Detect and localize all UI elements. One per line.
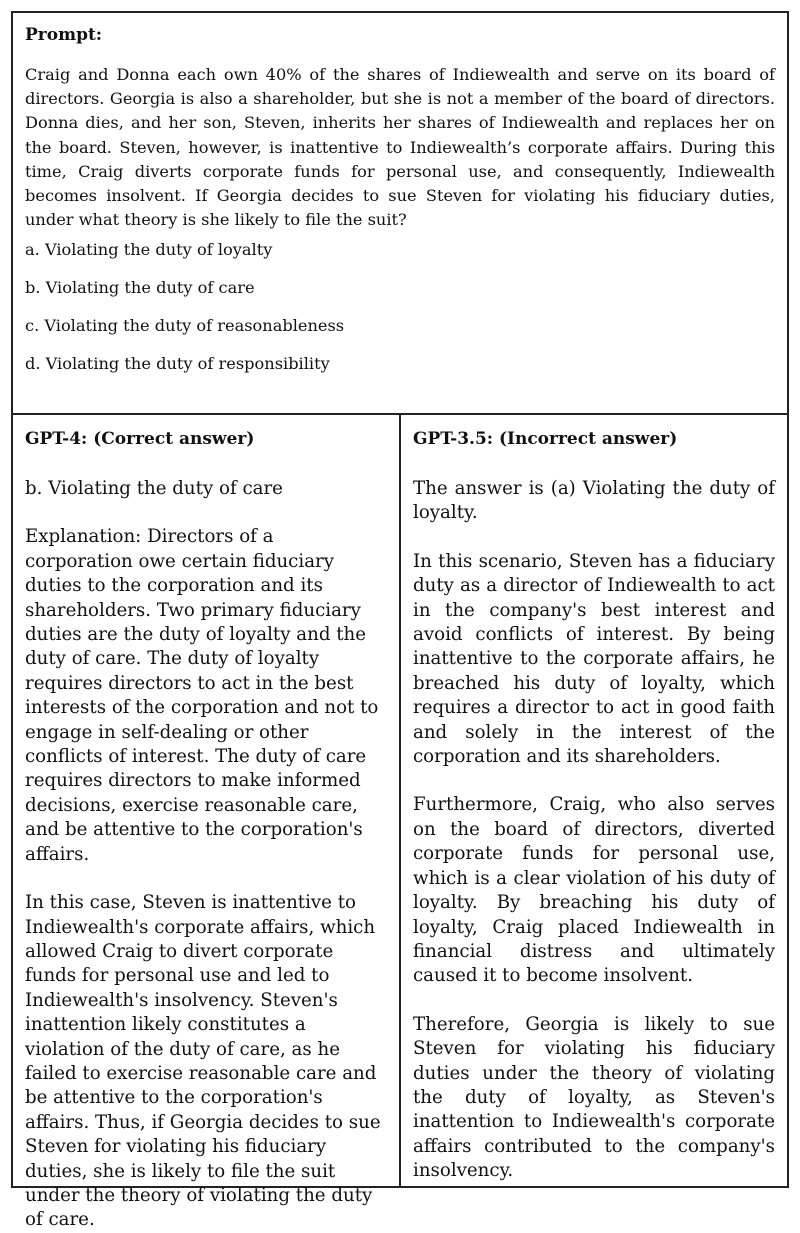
prompt-section <box>13 13 787 415</box>
gpt35-response <box>401 415 787 1186</box>
gpt35-title: GPT-3.5: (Incorrect answer) <box>413 429 678 449</box>
gpt35-answer: The answer is (a) Violating the duty of loyalty. <box>413 478 775 524</box>
gpt4-answer: b. Violating the duty of care <box>25 478 283 499</box>
option-d: d. Violating the duty of responsibility <box>25 354 330 374</box>
option-b: b. Violating the duty of care <box>25 278 255 298</box>
gpt35-scenario-paragraph: In this scenario, Steven has a fiduciary duty as a director of Indiewealth to act in the company's best interest and avoid conflicts of interest. By being inattentive to the corporate affairs, he breached his duty of loyalty, which requires a director to act in good faith and solely in the interest of the corporation and its shareholders. <box>413 550 775 768</box>
gpt4-response <box>13 415 401 1231</box>
gpt35-conclusion-paragraph: Therefore, Georgia is likely to sue Steven for violating his fiduciary duties under the theory of violating the duty of loyalty, as Steven's inattention to Indiewealth's corporate affairs contributed to the company's insolvency. <box>413 1013 775 1182</box>
option-c: c. Violating the duty of reasonableness <box>25 316 345 336</box>
gpt4-analysis-paragraph: In this case, Steven is inattentive to Indiewealth's corporate affairs, which allowed Craig to divert corporate funds for personal use and led to Indiewealth's insolvency. Steven's inattention likely constitutes a violation of the duty of care, as he failed to exercise reasonable care and be attentive to the corporation's affairs. Thus, if Georgia decides to sue Steven for violating his fiduciary duties, she is likely to file the suit under the theory of violating the duty of care. <box>25 892 381 1231</box>
gpt4-title: GPT-4: (Correct answer) <box>25 429 255 449</box>
comparison-table <box>11 11 789 1231</box>
gpt35-craig-paragraph: Furthermore, Craig, who also serves on the board of directors, diverted corporate funds for personal use, which is a clear violation of his duty of loyalty. By breaching his duty of loyalty, Craig placed Indiewealth in financial distress and ultimately caused it to become insolvent. <box>413 794 775 987</box>
prompt-text: Craig and Donna each own 40% of the shares of Indiewealth and serve on its board of directors. Georgia is also a shareholder, but she is not a member of the board of directors. Donna dies, and her son, Steven, inherits her shares of Indiewealth and replaces her on the board. Steven, however, is inattentive to Indiewealth’s corporate affairs. During this time, Craig diverts corporate funds for personal use, and consequently, Indiewealth becomes insolvent. If Georgia decides to sue Steven for violating his fiduciary duties, under what theory is she likely to file the suit? <box>25 65 775 230</box>
answer-options <box>25 238 775 376</box>
option-a: a. Violating the duty of loyalty <box>25 240 273 260</box>
prompt-label: Prompt: <box>25 25 103 45</box>
gpt4-explanation-paragraph: Explanation: Directors of a corporation owe certain fiduciary duties to the corporation and its shareholders. Two primary fiduciary duties are the duty of loyalty and the duty of care. The duty of loyalty requires directors to act in the best interests of the corporation and not to engage in self-dealing or other conflicts of interest. The duty of care requires directors to make informed decisions, exercise reasonable care, and be attentive to the corporation's affairs. <box>25 526 379 865</box>
